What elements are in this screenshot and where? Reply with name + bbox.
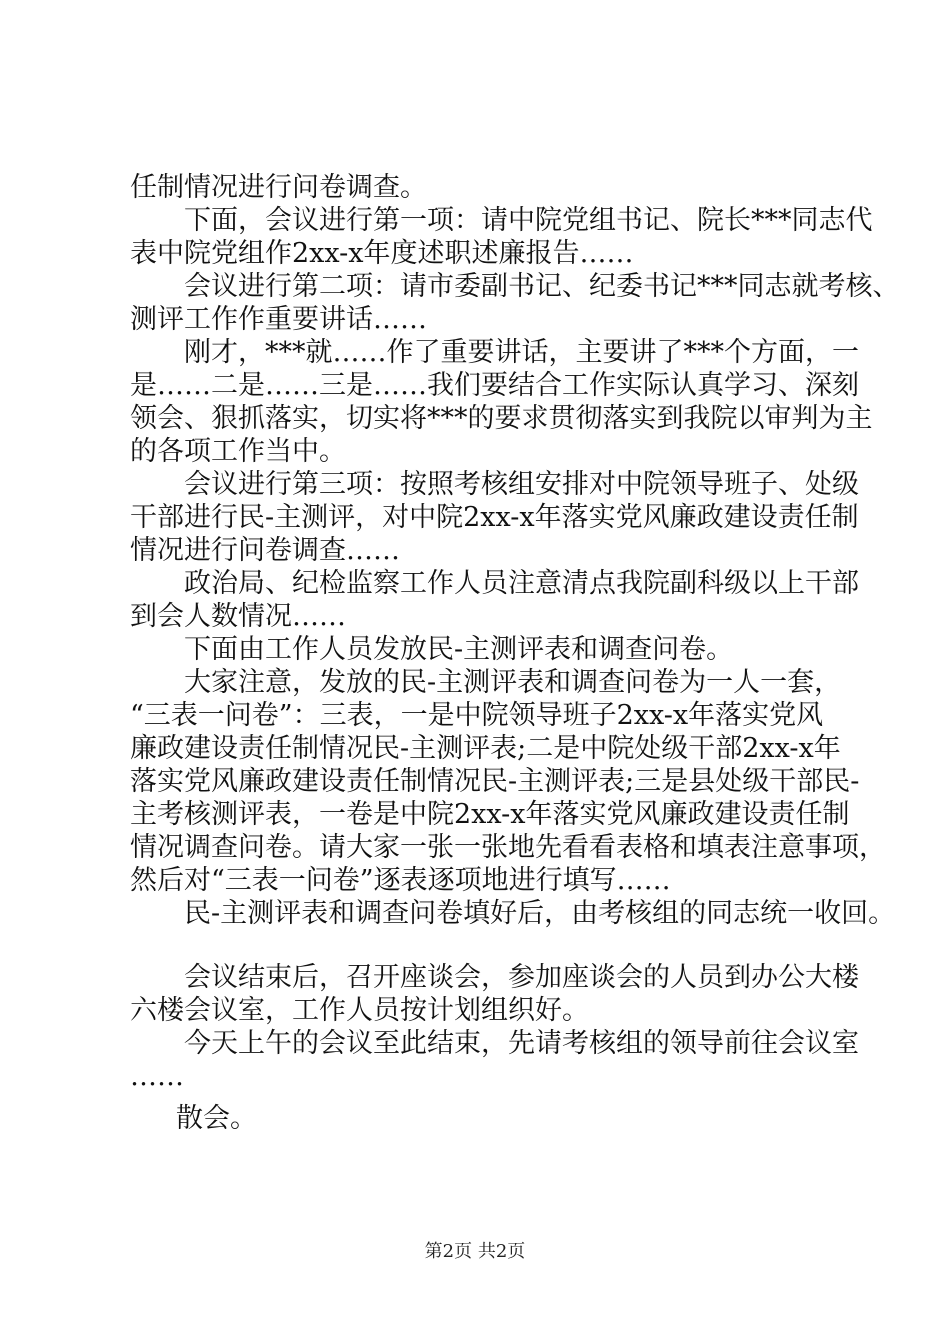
text-line: 落实党风廉政建设责任制情况民-主测评表;三是县处级干部民-	[130, 766, 860, 797]
text-line: 下面，会议进行第一项：请中院党组书记、院长***同志代	[184, 205, 873, 236]
text-line: 到会人数情况……	[130, 601, 346, 632]
text-line: 然后对“三表一问卷”逐表逐项地进行填写……	[130, 865, 671, 896]
text-line: 会议结束后，召开座谈会，参加座谈会的人员到办公大楼	[184, 962, 859, 993]
text-line: “三表一问卷”：三表，一是中院领导班子2xx-x年落实党风	[130, 700, 824, 731]
text-line: 散会。	[176, 1103, 257, 1134]
text-line: 廉政建设责任制情况民-主测评表;二是中院处级干部2xx-x年	[130, 733, 841, 764]
text-line: 会议进行第三项：按照考核组安排对中院领导班子、处级	[184, 469, 859, 500]
text-line: 政治局、纪检监察工作人员注意清点我院副科级以上干部	[184, 568, 859, 599]
text-line: 主考核测评表，一卷是中院2xx-x年落实党风廉政建设责任制	[130, 799, 850, 830]
text-line: 的各项工作当中。	[130, 436, 346, 467]
text-line: 情况调查问卷。请大家一张一张地先看看表格和填表注意事项，	[130, 832, 886, 863]
text-line: ……	[130, 1061, 184, 1092]
text-line: 大家注意，发放的民-主测评表和调查问卷为一人一套，	[184, 667, 842, 698]
text-line: 干部进行民-主测评，对中院2xx-x年落实党风廉政建设责任制	[130, 502, 859, 533]
text-line: 六楼会议室，工作人员按计划组织好。	[130, 995, 589, 1026]
text-line: 今天上午的会议至此结束，先请考核组的领导前往会议室	[184, 1028, 859, 1059]
text-line: 民-主测评表和调查问卷填好后，由考核组的同志统一收回。	[184, 898, 896, 929]
page-footer: 第2页 共2页	[424, 1241, 526, 1262]
text-line: 是……二是……三是……我们要结合工作实际认真学习、深刻	[130, 370, 859, 401]
text-line: 领会、狠抓落实，切实将***的要求贯彻落实到我院以审判为主	[130, 403, 873, 434]
text-line: 测评工作作重要讲话……	[130, 304, 427, 335]
text-line: 表中院党组作2xx-x年度述职述廉报告……	[130, 238, 634, 269]
text-line: 刚才，***就……作了重要讲话，主要讲了***个方面，一	[184, 337, 859, 368]
text-line: 任制情况进行问卷调查。	[130, 172, 427, 203]
text-line: 会议进行第二项：请市委副书记、纪委书记***同志就考核、	[184, 271, 900, 302]
text-line: 情况进行问卷调查……	[130, 535, 400, 566]
text-line: 下面由工作人员发放民-主测评表和调查问卷。	[184, 634, 734, 665]
